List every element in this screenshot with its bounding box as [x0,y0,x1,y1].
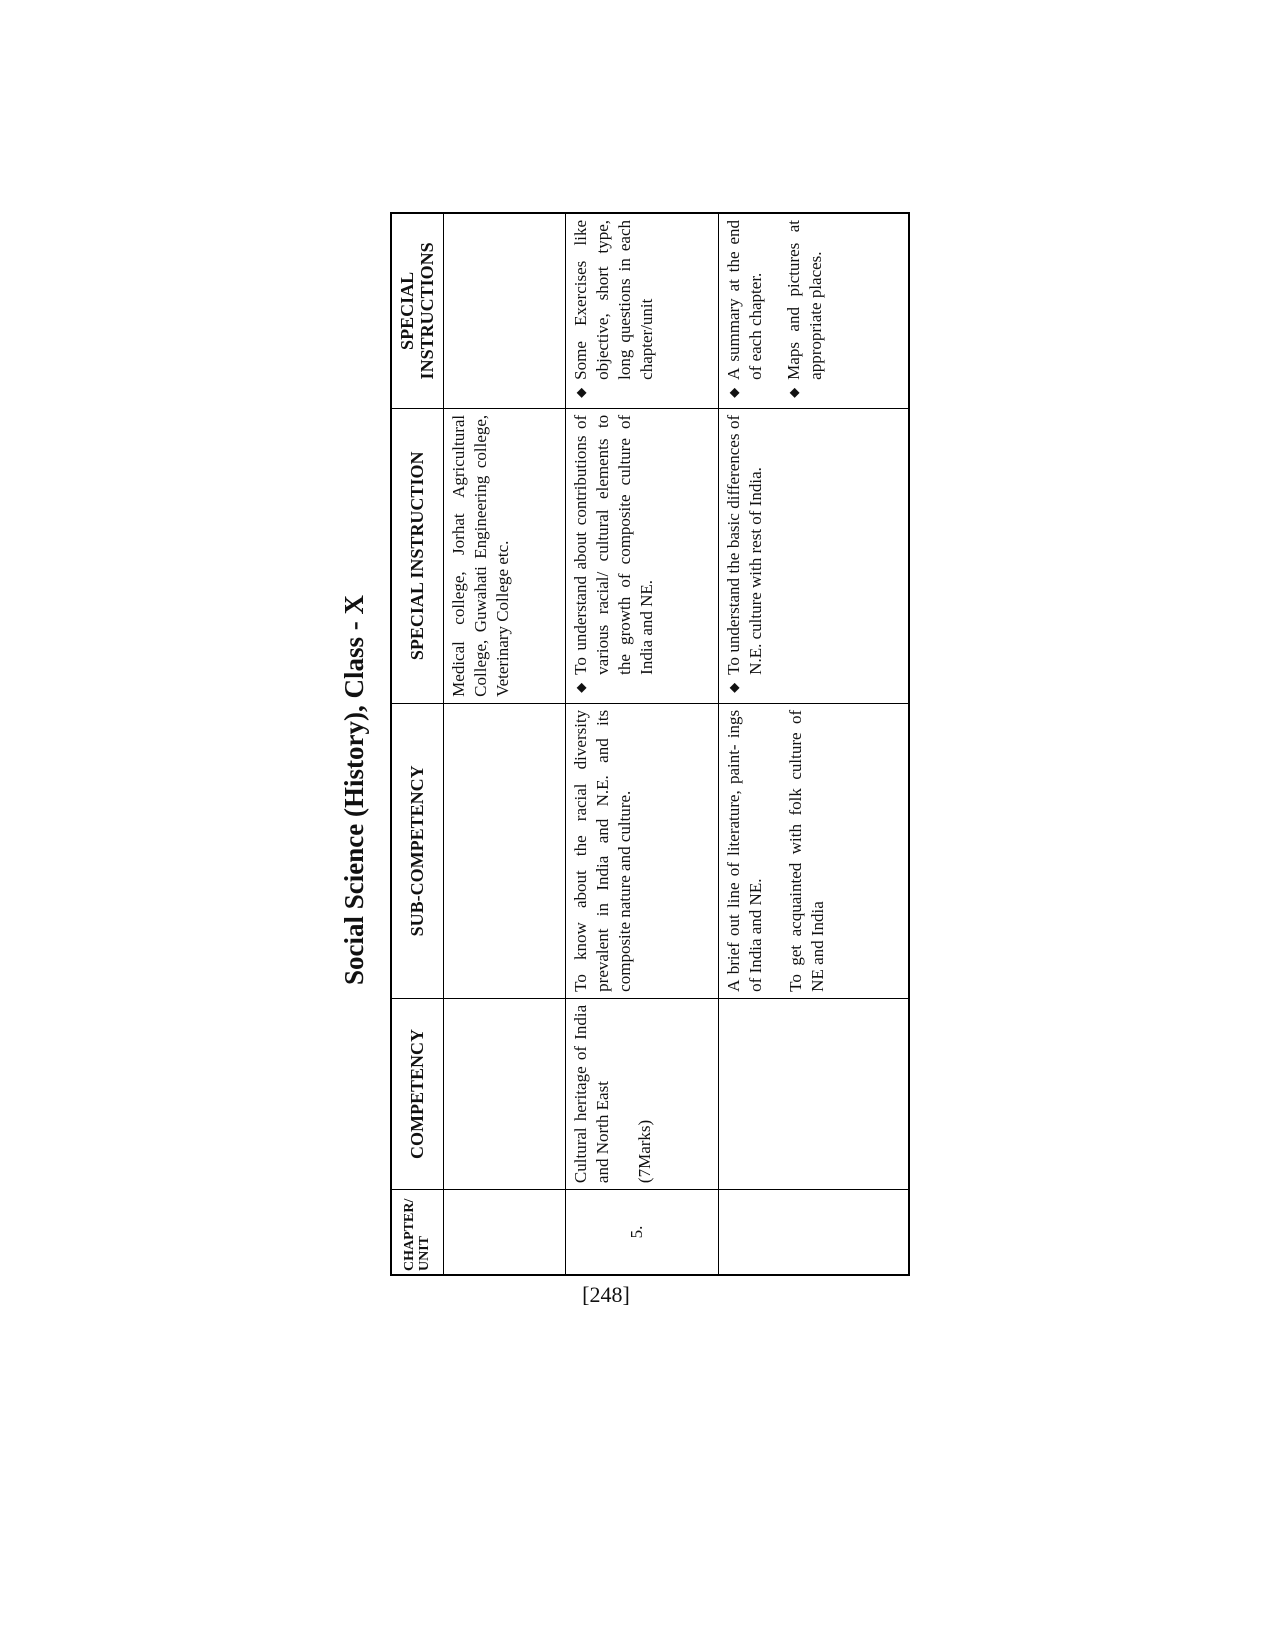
bullet-text: Some Exercises like objective, short type, long questions in each chapter/unit [570,220,656,380]
header-special-instruction: SPECIAL INSTRUCTION [391,408,443,703]
competency-text: Cultural heritage of India and North East [570,1004,612,1184]
header-chapter-unit: CHAPTER/ UNIT [391,1190,443,1275]
page-title: Social Science (History), Class - X [339,595,369,985]
row3-special-instruction [719,408,909,703]
header-sub-competency: SUB-COMPETENCY [391,703,443,998]
sub-competency-text: A brief out line of literature, paint- ings of India and NE. [724,709,766,992]
table-row [719,213,909,1275]
row1-competency [443,998,565,1189]
rotated-page [332,220,852,1340]
bullet-item [783,220,827,402]
bullet-item [570,415,658,697]
bullet-item [723,415,767,697]
row2-special-instructions [565,213,718,408]
syllabus-table [390,212,910,1276]
header-special-instructions: SPECIAL INSTRUCTIONS [391,213,443,408]
bullet-diamond-icon: ◆ [726,387,742,398]
row2-chapter-number: 5. [565,1190,718,1275]
bullet-text: A summary at the end of each chapter. [724,220,766,380]
row3-chapter [719,1190,909,1275]
row1-special-instructions [443,213,565,408]
row3-competency [719,998,909,1189]
row3-special-instructions [719,213,909,408]
bullet-diamond-icon: ◆ [726,682,742,693]
sub-competency-text: To know about the racial diversity prevalent in India and N.E. and its composite nature and culture. [570,709,634,992]
header-competency: COMPETENCY [391,998,443,1189]
bullet-text: To understand the basic differences of N.E. culture with rest of India. [724,414,766,675]
table-header-row [391,213,443,1275]
bullet-text: Maps and pictures at appropriate places. [784,220,826,380]
table-row [565,213,718,1275]
row1-chapter [443,1190,565,1275]
row2-sub-competency [565,703,718,998]
bullet-diamond-icon: ◆ [572,387,588,398]
row1-special-instruction: Medical college, Jorhat Agricultural College, Guwahati Engineering college, Veterinary College etc. [443,408,565,703]
page-number: [248] [582,1282,630,1307]
bullet-item [570,220,658,402]
bullet-diamond-icon: ◆ [572,682,588,693]
row2-special-instruction [565,408,718,703]
bullet-item [723,220,767,402]
table-row [443,213,565,1275]
row2-competency [565,998,718,1189]
bullet-text: To understand about contributions of various racial/ cultural elements to the growth of composite culture of India and NE. [570,414,656,675]
row1-sub-competency [443,703,565,998]
bullet-diamond-icon: ◆ [786,387,802,398]
sub-competency-text: To get acquainted with folk culture of NE and India [786,709,828,992]
competency-marks: (7Marks) [634,1119,654,1184]
row3-sub-competency [719,703,909,998]
